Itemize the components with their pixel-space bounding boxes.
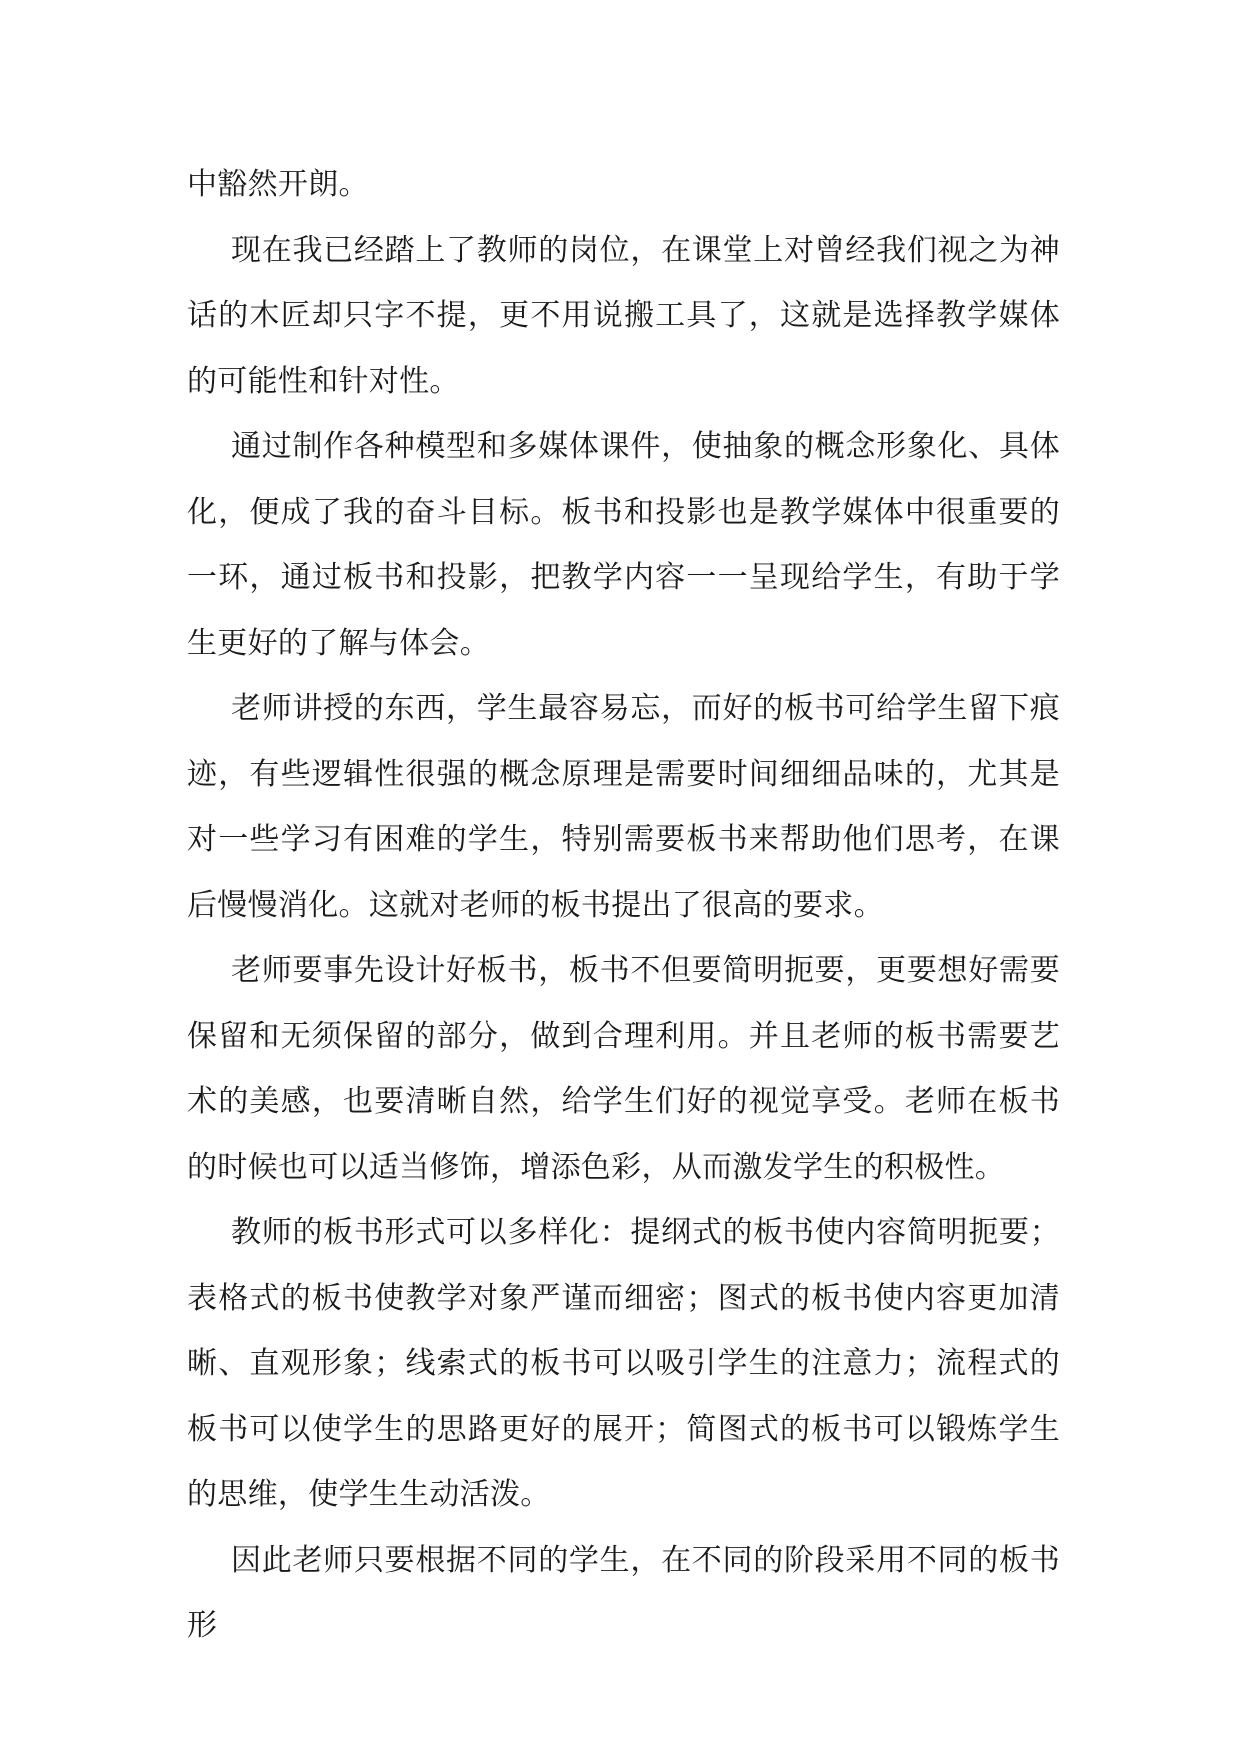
paragraph: 通过制作各种模型和多媒体课件，使抽象的概念形象化、具体化，便成了我的奋斗目标。板书和投影也是教学媒体中很重要的一环，通过板书和投影，把教学内容一一呈现给学生，有助于学生更好的了解与体会。 [187, 429, 1060, 661]
paragraph: 老师要事先设计好板书，板书不但要简明扼要，更要想好需要保留和无须保留的部分，做到合理利用。并且老师的板书需要艺术的美感，也要清晰自然，给学生们好的视觉享受。老师在板书的时候也可以适当修饰，增添色彩，从而激发学生的积极性。 [187, 953, 1060, 1185]
paragraph: 老师讲授的东西，学生最容易忘，而好的板书可给学生留下痕迹，有些逻辑性很强的概念原理是需要时间细细品味的，尤其是对一些学习有困难的学生，特别需要板书来帮助他们思考，在课后慢慢消化。这就对老师的板书提出了很高的要求。 [187, 691, 1060, 923]
paragraph-continuation: 中豁然开朗。 [187, 167, 369, 202]
paragraph: 教师的板书形式可以多样化：提纲式的板书使内容简明扼要；表格式的板书使教学对象严谨而细密；图式的板书使内容更加清晰、直观形象；线索式的板书可以吸引学生的注意力；流程式的板书可以使学生的思路更好的展开；简图式的板书可以锻炼学生的思维，使学生生动活泼。 [187, 1215, 1060, 1512]
paragraph: 因此老师只要根据不同的学生，在不同的阶段采用不同的板书形 [187, 1542, 1060, 1643]
paragraph: 现在我已经踏上了教师的岗位，在课堂上对曾经我们视之为神话的木匠却只字不提，更不用说搬工具了，这就是选择教学媒体的可能性和针对性。 [187, 232, 1060, 399]
document-body [187, 152, 1060, 1659]
